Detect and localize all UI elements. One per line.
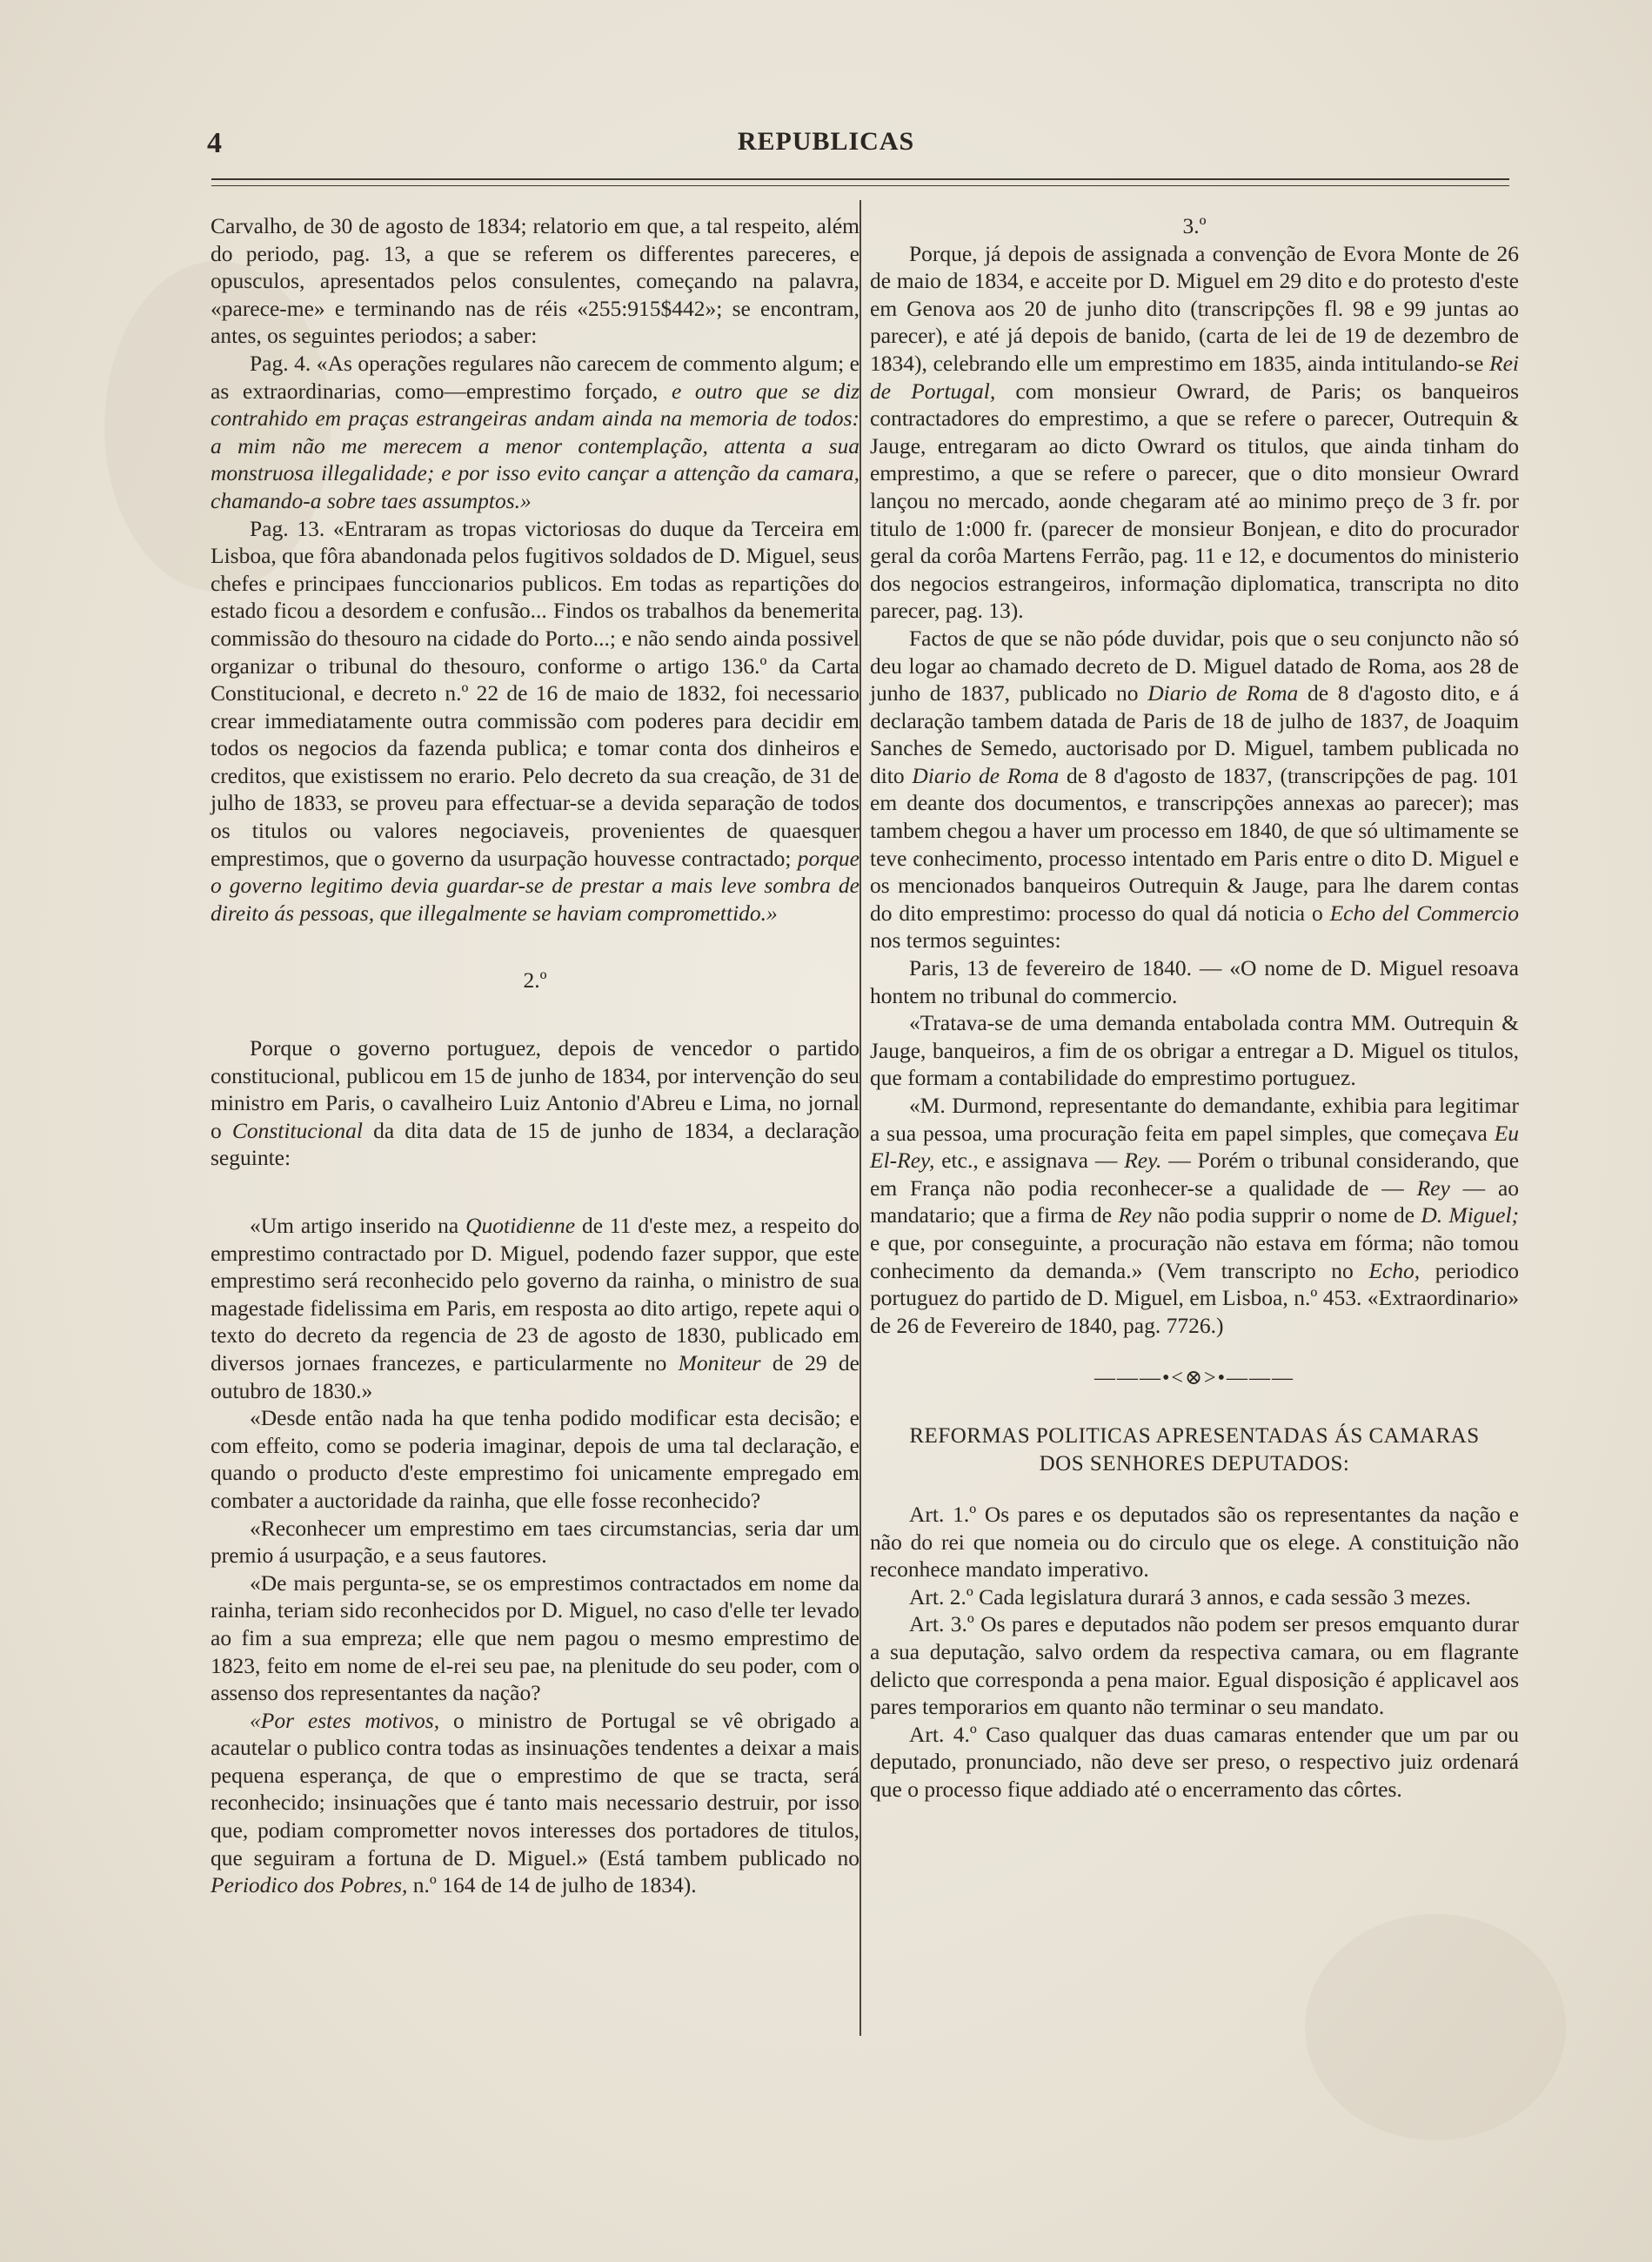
article: Art. 3.º Os pares e deputados não podem ser presos emquanto durar a sua deputação, salvo ordem da respectiva camara, ou em flagrante delicto que corresponda a pena maior. Egual disposição é applicavel aos pares temporarios em quanto não terminar o seu mandato. (870, 1611, 1519, 1720)
paragraph: Paris, 13 de fevereiro de 1840. — «O nome de D. Miguel resoava hontem no tribunal do commercio. (870, 955, 1519, 1008)
paragraph: «Reconhecer um emprestimo em taes circumstancias, seria dar um premio á usurpação, e a seus fautores. (211, 1515, 859, 1569)
paragraph: «Tratava-se de uma demanda entabolada contra MM. Outrequin & Jauge, banqueiros, a fim de os obrigar a entregar a D. Miguel os titulos, que formam a contabilidade do emprestimo portuguez. (870, 1010, 1519, 1091)
paragraph: «De mais pergunta-se, se os emprestimos contractados em nome da rainha, teriam sido reconhecidos por D. Miguel, no caso d'elle ter levado ao fim a sua empreza; elle que nem pagou o mesmo emprestimo de 1823, feito em nome de el-rei seu pae, na plenitude do seu poder, com o assenso dos representantes da nação? (211, 1569, 859, 1706)
paragraph: «Por estes motivos, o ministro de Portugal se vê obrigado a acautelar o publico contra todas as insinuações tendentes a deixar a mais pequena esperança, de que o emprestimo de que se tracta, será reconhecido; insinuações que é tanto mais necessario destruir, por isso que, podiam comprometter novos interesses dos portadores de titulos, que seguiram a fortuna de D. Miguel.» (Está tambem publicado no Periodico dos Pobres, n.º 164 de 14 de julho de 1834). (211, 1707, 859, 1898)
article: Art. 2.º Cada legislatura durará 3 annos, e cada sessão 3 mezes. (909, 1583, 1471, 1610)
paragraph: Porque, já depois de assignada a convenção de Evora Monte de 26 de maio de 1834, e acceite por D. Miguel em 29 dito e do protesto d'este em Genova aos 20 de junho dito (transcripções fl. 98 e 99 juntas ao parecer), e até já depois de banido, (carta de lei de 19 de dezembro de 1834), celebrando elle um emprestimo em 1835, ainda intitulando-se Rei de Portugal, com monsieur Owrard, de Paris; os banqueiros contractadores do emprestimo, a que se refere o parecer, Outrequin & Jauge, entregaram ao dicto Owrard os titulos, que ainda tinham do emprestimo, a que se refere o parecer, que o dito monsieur Owrard lançou no mercado, aonde chegaram até ao minimo preço de 3 fr. por titulo de 1:000 fr. (parecer de monsieur Bonjean, e dito do procurador geral da corôa Martens Ferrão, pag. 11 e 12, e documentos do ministerio dos negocios estrangeiros, informação diplomatica, transcripta no dito parecer, pag. 13). (870, 240, 1519, 624)
section-heading: DOS SENHORES DEPUTADOS: (1039, 1451, 1350, 1476)
paragraph: Pag. 13. «Entraram as tropas victoriosas do duque da Terceira em Lisboa, que fôra abandonada pelos fugitivos soldados de D. Miguel, seus chefes e principaes funccionarios publicos. Em todas as repartições do estado ficou a desordem e confusão... Findos os trabalhos da benemerita commissão do thesouro na cidade do Porto...; e não sendo ainda possivel organizar o tribunal do thesouro, conforme o artigo 136.º da Carta Constitucional, e decreto n.º 22 de 16 de maio de 1832, foi necessario crear immediatamente outra commissão com poderes para decidir em todos os negocios da fazenda publica; e tomar conta dos dinheiros e creditos, que existissem no erario. Pelo decreto da sua creação, de 31 de julho de 1833, se proveu para effectuar-se a devida separação de todos os titulos ou valores negociaveis, provenientes de quaesquer emprestimos, que o governo da usurpação houvesse contractado; porque o governo legitimo devia guardar-se de prestar a mais leve sombra de direito ás pessoas, que illegalmente se haviam compromettido.» (211, 515, 859, 926)
italic-quote: porque o governo legitimo devia guardar-se de prestar a mais leve sombra de direito ás pessoas, que illegalmente se haviam compromettido.» (211, 845, 859, 926)
paragraph: «M. Durmond, representante do demandante, exhibia para legitimar a sua pessoa, uma procuração feita em papel simples, que começava Eu El-Rey, etc., e assignava — Rey. — Porém o tribunal considerando, que em França não podia reconhecer-se a qualidade de — Rey — ao mandatario; que a firma de Rey não podia supprir o nome de D. Miguel; e que, por conseguinte, a procuração não estava em fórma; não tomou conhecimento da demanda.» (Vem transcripto no Echo, periodico portuguez do partido de D. Miguel, em Lisboa, n.º 453. «Extraordinario» de 26 de Fevereiro de 1840, pag. 7726.) (870, 1093, 1520, 1338)
page-number: 4 (207, 127, 222, 159)
ornament-divider: ———•<⊗>•——— (1094, 1367, 1294, 1390)
paragraph: Pag. 4. «As operações regulares não carecem de commento algum; e as extraordinarias, como—emprestimo forçado, e outro que se diz contrahido em praças estrangeiras andam ainda na memoria de todos: a mim não me merecem a menor contemplação, attenta a sua monstruosa illegalidade; e por isso evito cançar a attenção da camara, chamando-a sobre taes assumptos.» (211, 350, 859, 513)
paragraph: Factos de que se não póde duvidar, pois que o seu conjuncto não só deu logar ao chamado decreto de D. Miguel datado de Roma, aos 28 de junho de 1837, publicado no Diario de Roma de 8 d'agosto dito, e á declaração tambem datada de Paris de 18 de julho de 1837, de Joaquim Sanches de Semedo, auctorisado por D. Miguel, tambem publicada no dito Diario de Roma de 8 d'agosto de 1837, (transcripções de pag. 101 em deante dos documentos, e transcripções annexas ao parecer); mas tambem chegou a haver um processo em 1840, de que só ultimamente se teve conhecimento, processo intentado em Paris entre o dito D. Miguel e os mencionados banqueiros Outrequin & Jauge, para lhe darem contas do dito emprestimo: processo do qual dá noticia o Echo del Commercio nos termos seguintes: (870, 625, 1520, 954)
paragraph: «Um artigo inserido na Quotidienne de 11 d'este mez, a respeito do emprestimo contractado por D. Miguel, podendo fazer suppor, que este emprestimo será reconhecido pelo governo da rainha, o ministro de sua magestade fidelissima em Paris, em resposta ao dito artigo, repete aqui o texto do decreto da regencia de 23 de agosto de 1830, publicado em diversos jornaes francezes, e particularmente no Moniteur de 29 de outubro de 1830.» (211, 1213, 860, 1403)
right-column (870, 212, 1519, 1803)
column-divider (859, 200, 861, 2036)
running-title: REPUBLICAS (737, 127, 915, 156)
paragraph: Porque o governo portuguez, depois de vencedor o partido constitucional, publicou em 15 de junho de 1834, por intervenção do seu ministro em Paris, o cavalheiro Luiz Antonio d'Abreu e Lima, no jornal o Constitucional da dita data de 15 de junho de 1834, a declaração seguinte: (211, 1035, 860, 1171)
header-rule (211, 178, 1509, 186)
italic-quote: e outro que se diz contrahido em praças estrangeiras andam ainda na memoria de todos: a mim não me merecem a menor contemplação, attenta a sua monstruosa illegalidade; e por isso evito cançar a attenção da camara, chamando-a sobre taes assumptos.» (211, 378, 859, 513)
paper-stain (1305, 1914, 1566, 2140)
article: Art. 1.º Os pares e os deputados são os representantes da nação e não do rei que nomeia ou do circulo que os elege. A constituição não reconhece mandato imperativo. (870, 1501, 1519, 1583)
section-number: 3.º (1182, 213, 1207, 238)
paragraph: «Desde então nada ha que tenha podido modificar esta decisão; e com effeito, como se poderia imaginar, depois de uma tal declaração, e quando o producto d'este emprestimo foi unicamente empregado em combater a auctoridade da rainha, que elle fosse reconhecido? (211, 1405, 859, 1513)
article: Art. 4.º Caso qualquer das duas camaras entender que um par ou deputado, pronunciado, não deve ser preso, o respectivo juiz ordenará que o processo fique addiado até o encerramento das côrtes. (870, 1721, 1519, 1802)
left-column (211, 212, 859, 1899)
section-heading: REFORMAS POLITICAS APRESENTADAS ÁS CAMARAS (909, 1423, 1480, 1448)
paragraph: Carvalho, de 30 de agosto de 1834; relatorio em que, a tal respeito, além do periodo, pag. 13, a que se referem os differentes pareceres, e opusculos, apresentados pelos consulentes, começando na palavra, «parece-me» e terminando nas de réis «255:915$442»; se encontram, antes, os seguintes periodos; a saber: (211, 213, 859, 349)
section-number: 2.º (523, 967, 547, 994)
